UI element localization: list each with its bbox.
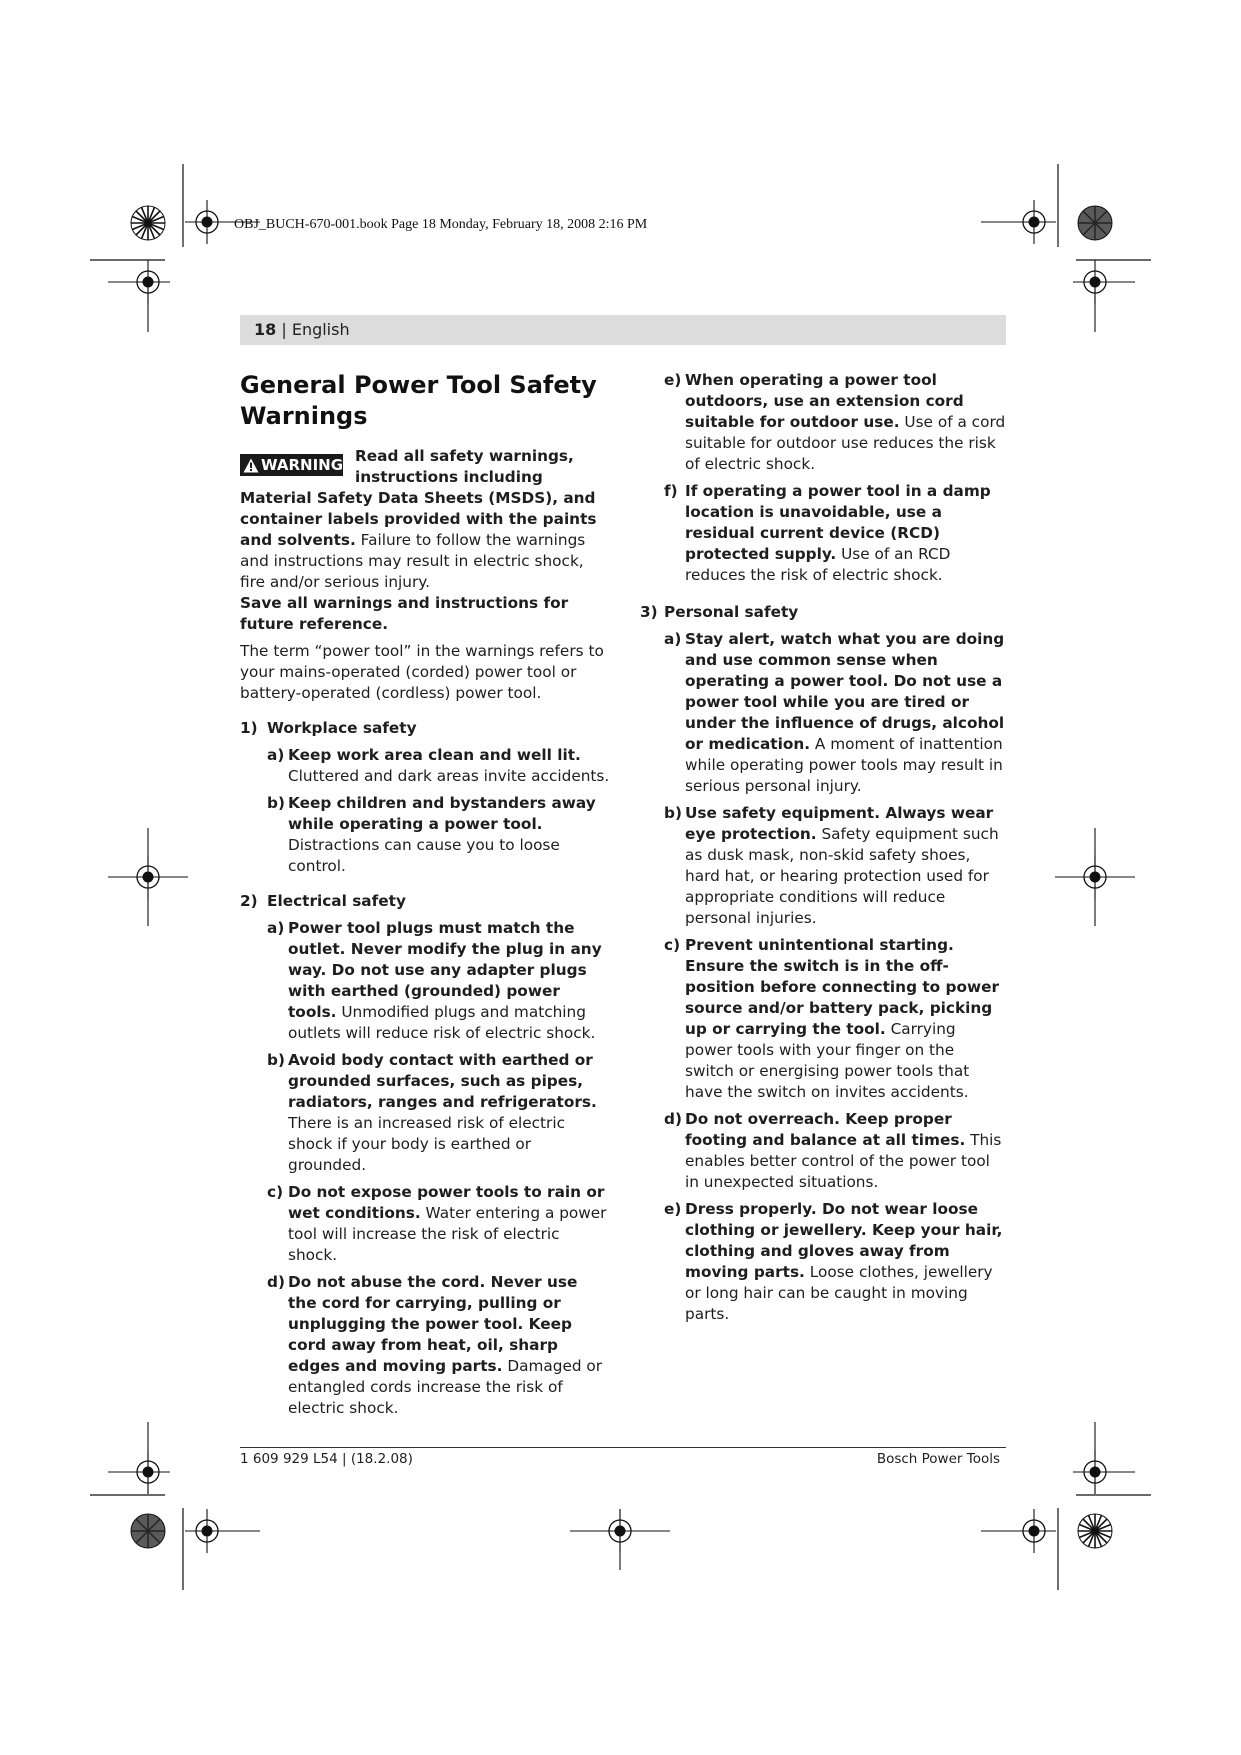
warning-badge-label: WARNING [261,456,344,474]
page-number: 18 [254,320,277,339]
section-heading: 2) Electrical safety [240,892,406,910]
left-column [240,370,610,1425]
section-title: Personal safety [664,603,799,621]
registration-star-icon [1078,1514,1112,1548]
save-note: Save all warnings and instructions for future reference. [240,594,569,633]
warning-triangle-icon [243,458,259,473]
section-title: Workplace safety [267,719,417,737]
list-item: e) When operating a power tool outdoors, use an extension cord suitable for outdoor use. Use of a cord suitable for outdoor use reduces the risk of electric shock. [664,371,1006,473]
warning-block [240,446,610,593]
section-title: Electrical safety [267,892,406,910]
print-slug: OBJ_BUCH-670-001.book Page 18 Monday, February 18, 2008 2:16 PM [234,217,648,232]
list-item: a) Keep work area clean and well lit. Cluttered and dark areas invite accidents. [267,746,610,785]
warning-bold-text: Read all safety warnings, instructions including Material Safety Data Sheets (MSDS), and container labels provided with the paints and solvents. [240,447,597,549]
list-item: c) Prevent unintentional starting. Ensure the switch is in the off-position before connecting to power source and/or battery pack, picking up or carrying the tool. Carrying power tools with your finger on the switch or energising power tools that have the switch on invites accidents. [664,936,999,1101]
warning-text: Failure to follow the warnings and instructions may result in electric shock, fire and/or serious injury. [240,531,586,591]
header-language: English [291,320,350,339]
list-item: b) Use safety equipment. Always wear eye protection. Safety equipment such as dusk mask, non-skid safety shoes, hard hat, or hearing protection used for appropriate conditions will reduce personal injuries. [664,804,999,927]
term-note: The term “power tool” in the warnings refers to your mains-operated (corded) power tool or battery-operated (cordless) power tool. [240,642,604,702]
right-column [640,370,1006,1331]
list-item: f) If operating a power tool in a damp location is unavoidable, use a residual current device (RCD) protected supply. Use of an RCD reduces the risk of electric shock. [664,482,991,584]
registration-star-icon [131,1514,165,1548]
list-item: b) Keep children and bystanders away while operating a power tool. Distractions can cause you to loose control. [267,794,596,875]
footer-doc-number: 1 609 929 L54 | (18.2.08) [240,1451,413,1467]
list-item: d) Do not abuse the cord. Never use the cord for carrying, pulling or unplugging the power tool. Keep cord away from heat, oil, sharp edges and moving parts. Damaged or entangled cords increase the risk of electric shock. [267,1273,603,1417]
list-item: b) Avoid body contact with earthed or grounded surfaces, such as pipes, radiators, ranges and refrigerators. There is an increased risk of electric shock if your body is earthed or grounded. [267,1051,597,1174]
list-item: e) Dress properly. Do not wear loose clothing or jewellery. Keep your hair, clothing and gloves away from moving parts. Loose clothes, jewellery or long hair can be caught in moving parts. [664,1200,1003,1323]
registration-star-icon [131,206,165,240]
list-item: a) Power tool plugs must match the outlet. Never modify the plug in any way. Do not use any adapter plugs with earthed (grounded) power tools. Unmodified plugs and matching outlets will reduce risk of electric shock. [267,919,602,1042]
warning-badge [240,454,343,476]
list-item: d) Do not overreach. Keep proper footing and balance at all times. This enables better control of the power tool in unexpected situations. [664,1110,1002,1191]
section-heading: 3) Personal safety [640,603,799,621]
page-header [240,315,1006,345]
footer-rule [240,1447,1006,1448]
list-item: c) Do not expose power tools to rain or wet conditions. Water entering a power tool will increase the risk of electric shock. [267,1183,607,1264]
page-title: General Power Tool Safety Warnings [240,371,597,430]
header-separator: | [276,320,292,339]
footer-brand: Bosch Power Tools [876,1451,1000,1467]
section-heading: 1) Workplace safety [240,719,417,737]
list-item: a) Stay alert, watch what you are doing and use common sense when operating a power tool. Do not use a power tool while you are tired or under the influence of drugs, alcohol or medication. A moment of inattention while operating power tools may result in serious personal injury. [664,630,1005,795]
registration-star-icon [1078,206,1112,240]
